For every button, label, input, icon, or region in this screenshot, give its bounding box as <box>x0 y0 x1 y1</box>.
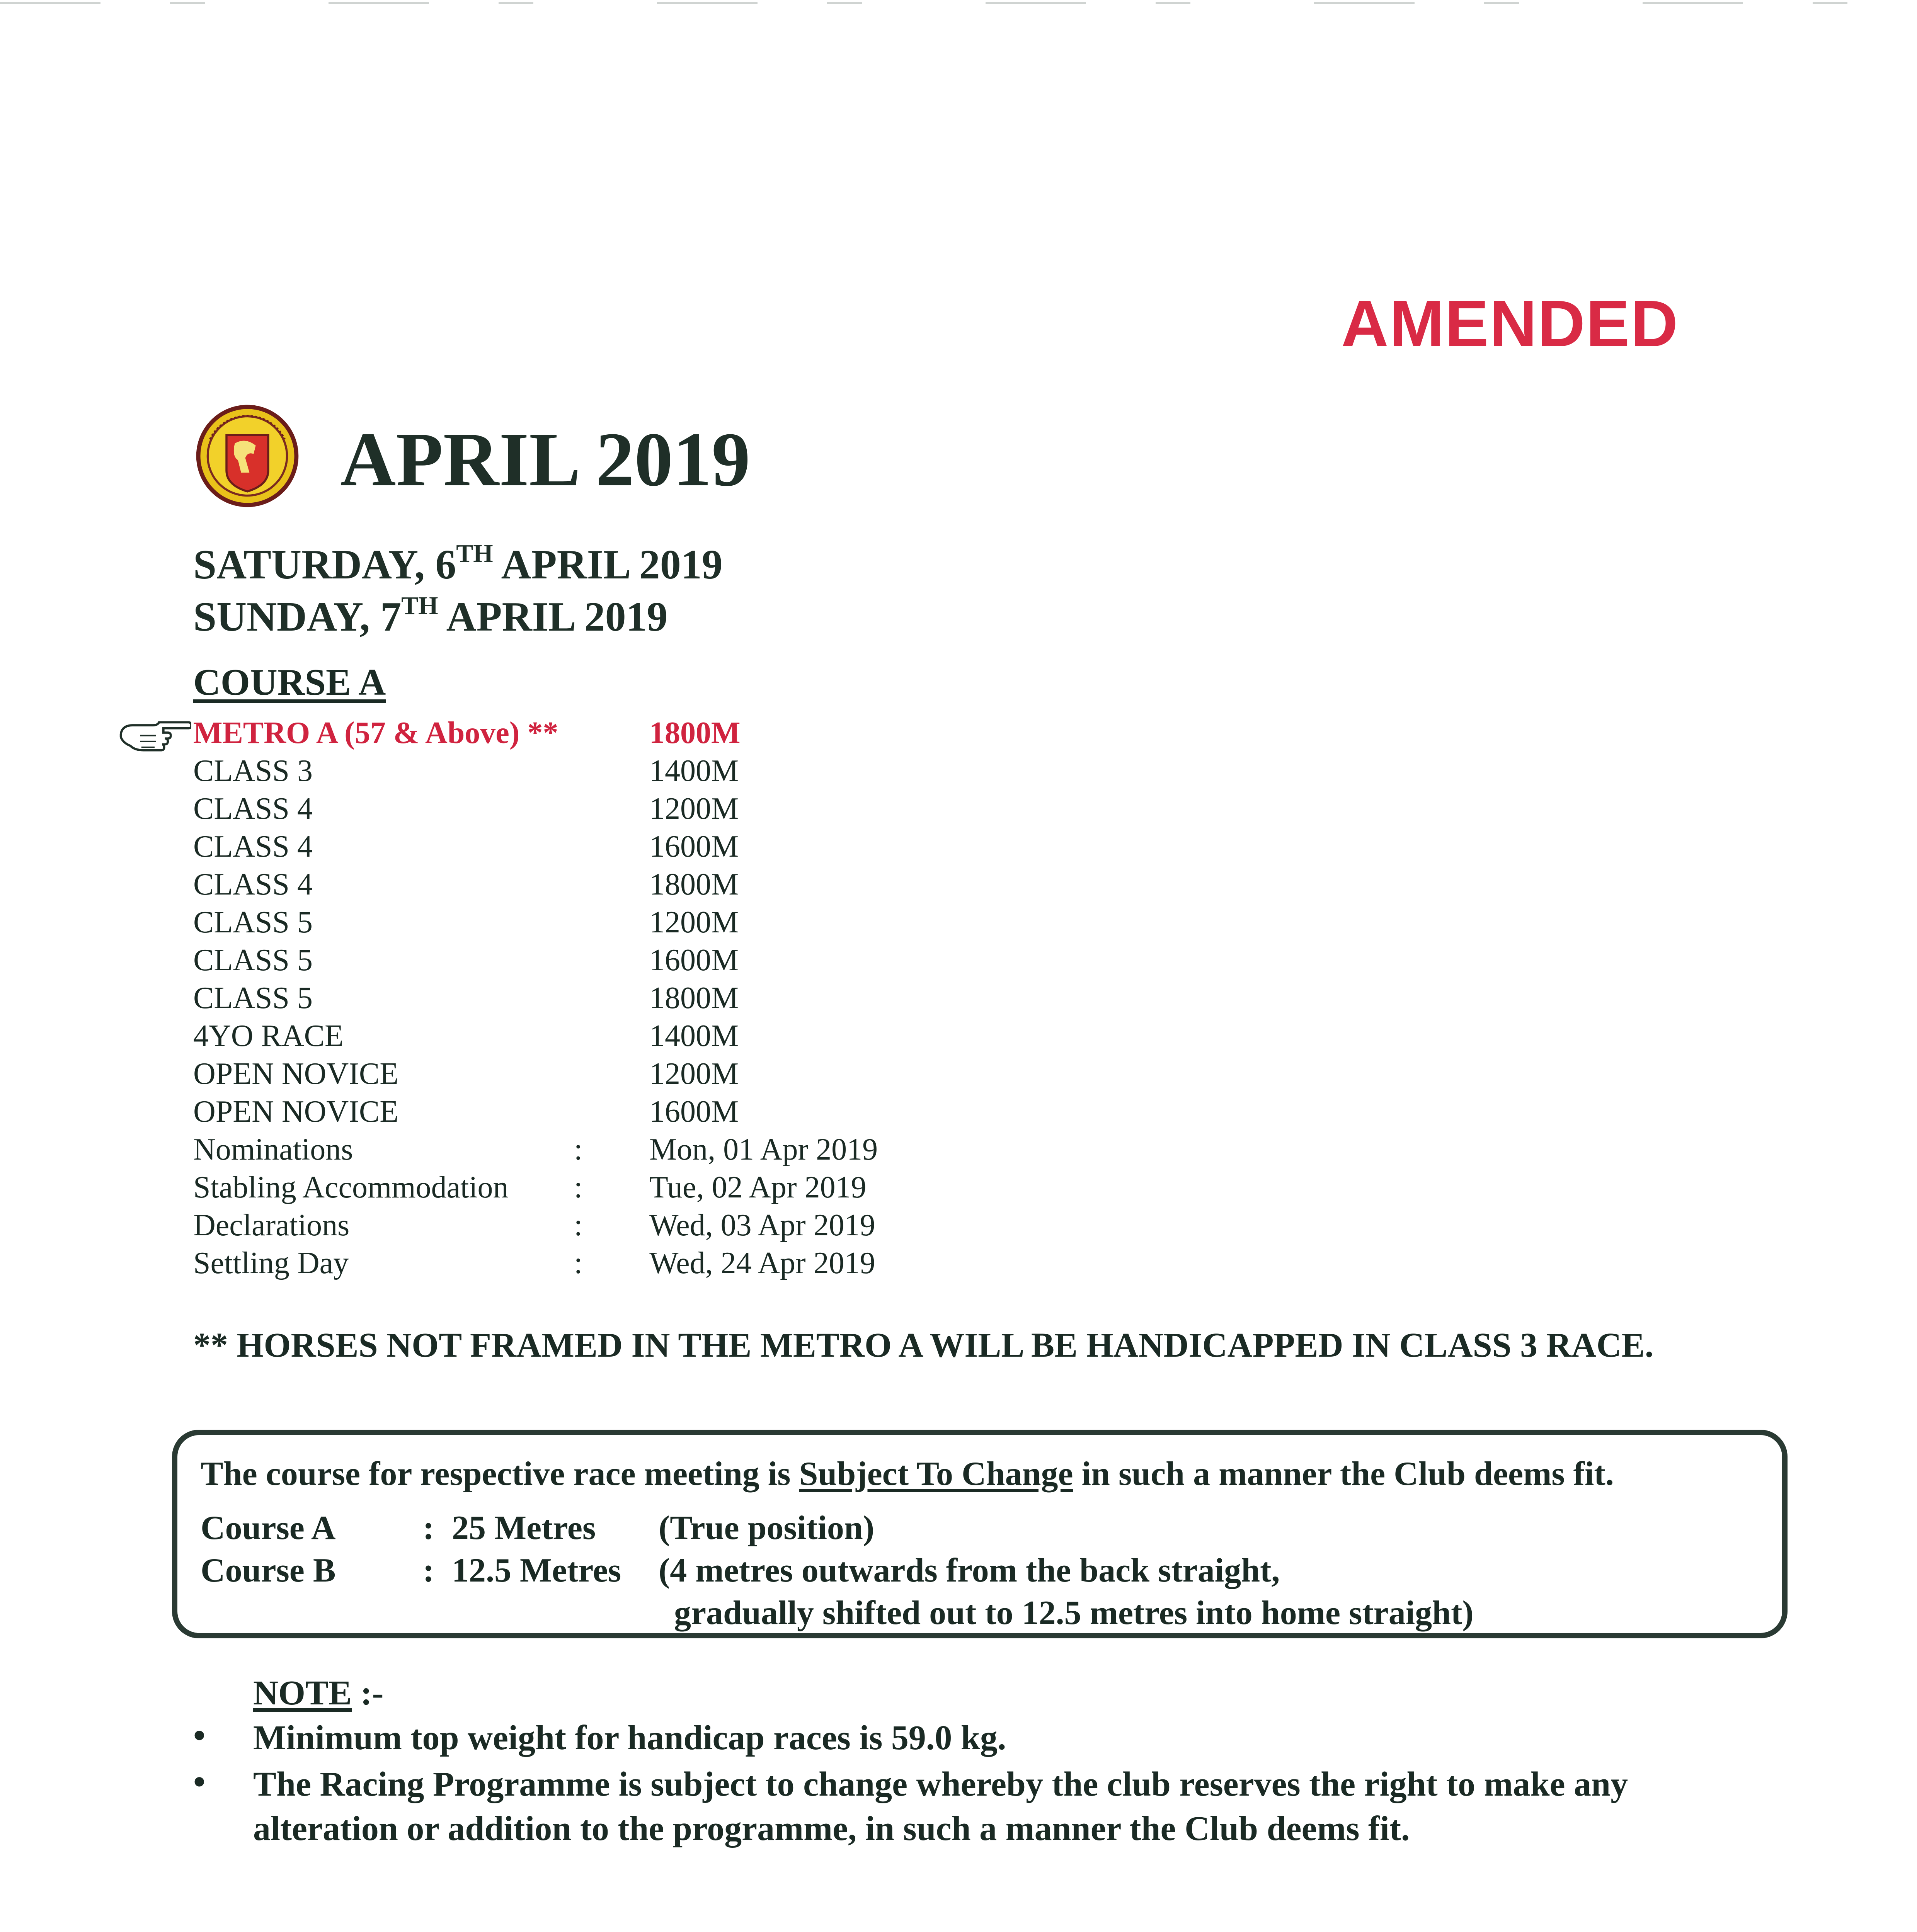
schedule-colon: : <box>574 1246 583 1280</box>
race-name: CLASS 4 <box>193 792 313 826</box>
course-a-label: Course A <box>201 1509 336 1547</box>
race-distance: 1600M <box>649 943 739 977</box>
date-rest: APRIL 2019 <box>438 594 668 640</box>
amended-stamp: AMENDED <box>1341 287 1679 361</box>
race-date-saturday <box>193 541 723 589</box>
course-b-colon: : <box>423 1552 434 1589</box>
race-distance: 1800M <box>649 867 739 901</box>
race-distance: 1200M <box>649 1057 739 1091</box>
race-distance: 1400M <box>649 1019 739 1053</box>
schedule-label: Nominations <box>193 1133 353 1167</box>
note-item: Minimum top weight for handicap races is 59.0 kg. <box>253 1719 1006 1757</box>
schedule-colon: : <box>574 1133 583 1167</box>
statement-text: The course for respective race meeting is <box>201 1455 799 1493</box>
race-distance: 1800M <box>649 716 741 750</box>
race-name: METRO A (57 & Above) ** <box>193 716 558 750</box>
schedule-value: Wed, 24 Apr 2019 <box>649 1246 875 1280</box>
scan-artifact <box>0 0 1917 15</box>
race-name: CLASS 5 <box>193 943 313 977</box>
schedule-label: Settling Day <box>193 1246 349 1280</box>
statement-text: in such a manner the Club deems fit. <box>1073 1455 1614 1493</box>
course-a-distance: 25 Metres <box>452 1509 596 1547</box>
course-change-statement <box>201 1454 1614 1493</box>
bullet-icon: • <box>193 1763 206 1801</box>
course-b-note-continued: gradually shifted out to 12.5 metres into home straight) <box>674 1594 1474 1632</box>
race-name: CLASS 5 <box>193 981 313 1015</box>
bullet-icon: • <box>193 1716 206 1755</box>
race-distance: 1400M <box>649 754 739 788</box>
schedule-colon: : <box>574 1208 583 1242</box>
statement-emphasis: Subject To Change <box>799 1455 1073 1493</box>
race-name: CLASS 3 <box>193 754 313 788</box>
schedule-colon: : <box>574 1170 583 1204</box>
date-suffix: TH <box>456 539 493 568</box>
course-a-note: (True position) <box>659 1509 875 1547</box>
handicap-remark: ** HORSES NOT FRAMED IN THE METRO A WILL BE HANDICAPPED IN CLASS 3 RACE. <box>193 1326 1654 1364</box>
schedule-label: Declarations <box>193 1208 350 1242</box>
course-a-colon: : <box>423 1509 434 1547</box>
date-prefix: SUNDAY, 7 <box>193 594 402 640</box>
pointing-hand-icon <box>118 718 191 755</box>
race-name: OPEN NOVICE <box>193 1095 399 1129</box>
schedule-value: Tue, 02 Apr 2019 <box>649 1170 867 1204</box>
race-distance: 1600M <box>649 830 739 864</box>
race-distance: 1200M <box>649 792 739 826</box>
course-b-distance: 12.5 Metres <box>452 1552 621 1589</box>
note-item: The Racing Programme is subject to change whereby the club reserves the right to make any alteration or addition to the programme, in such a manner the Club deems fit. <box>253 1765 1628 1848</box>
race-distance: 1600M <box>649 1095 739 1129</box>
schedule-label: Stabling Accommodation <box>193 1170 509 1204</box>
notes-heading-suffix: :- <box>352 1674 384 1712</box>
club-logo-icon <box>195 404 300 508</box>
race-name: CLASS 5 <box>193 905 313 939</box>
course-heading: COURSE A <box>193 662 386 703</box>
schedule-value: Mon, 01 Apr 2019 <box>649 1133 878 1167</box>
date-rest: APRIL 2019 <box>493 542 723 588</box>
date-suffix: TH <box>401 592 438 620</box>
race-distance: 1200M <box>649 905 739 939</box>
race-date-sunday <box>193 593 668 641</box>
date-prefix: SATURDAY, 6 <box>193 542 456 588</box>
race-distance: 1800M <box>649 981 739 1015</box>
notes-heading-label: NOTE <box>253 1674 352 1712</box>
page-title: APRIL 2019 <box>340 417 751 502</box>
schedule-value: Wed, 03 Apr 2019 <box>649 1208 875 1242</box>
course-b-label: Course B <box>201 1552 336 1589</box>
race-name: CLASS 4 <box>193 830 313 864</box>
race-name: CLASS 4 <box>193 867 313 901</box>
notes-heading <box>253 1673 384 1713</box>
race-name: OPEN NOVICE <box>193 1057 399 1091</box>
race-name: 4YO RACE <box>193 1019 344 1053</box>
course-b-note: (4 metres outwards from the back straight, <box>659 1552 1280 1589</box>
course-change-box <box>172 1430 1788 1638</box>
